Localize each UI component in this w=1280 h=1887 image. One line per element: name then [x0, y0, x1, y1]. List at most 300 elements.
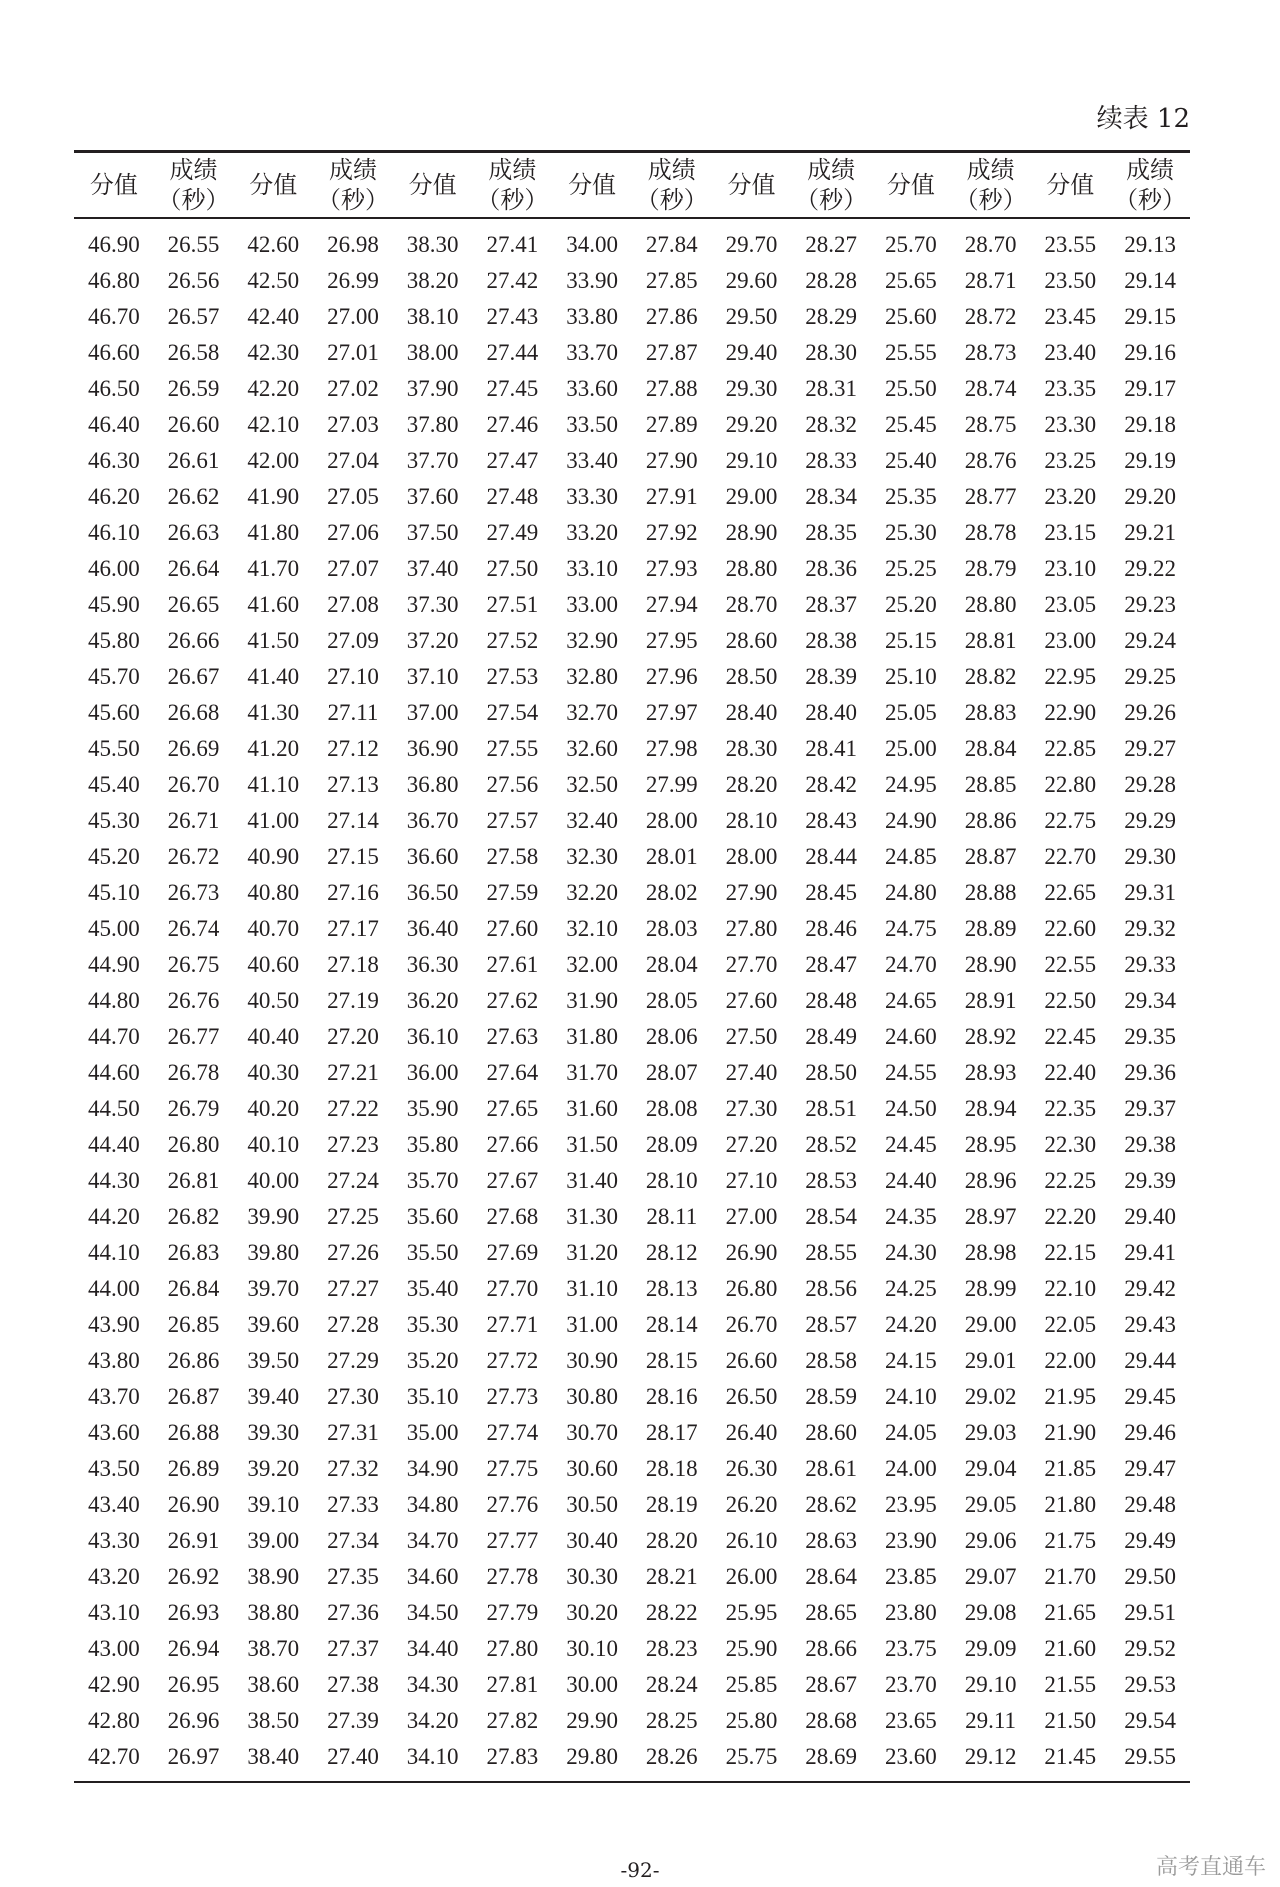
score-cell: 23.30: [1044, 412, 1097, 437]
result-cell: 27.03: [327, 412, 379, 437]
result-cell: 27.41: [486, 232, 539, 257]
score-cell: 24.40: [885, 1168, 937, 1193]
result-cell: 27.05: [327, 484, 379, 509]
score-cell: 44.70: [87, 1024, 140, 1049]
score-cell: 24.70: [885, 952, 937, 977]
result-cell: 27.83: [486, 1744, 539, 1769]
result-cell: 27.25: [327, 1204, 379, 1229]
result-cell: 29.01: [964, 1348, 1017, 1373]
result-cell: 27.10: [327, 664, 379, 689]
table-row: [74, 218, 1190, 263]
result-cell: 28.06: [645, 1024, 698, 1049]
result-cell: 28.78: [964, 520, 1017, 545]
result-cell: 27.75: [486, 1456, 539, 1481]
score-cell: 43.70: [87, 1384, 140, 1409]
score-cell: 44.10: [87, 1240, 140, 1265]
score-cell: 46.80: [87, 268, 140, 293]
result-cell: 26.94: [167, 1636, 220, 1661]
score-cell: 39.80: [247, 1240, 300, 1265]
score-cell: 21.70: [1044, 1564, 1097, 1589]
result-cell: 27.00: [327, 304, 379, 329]
score-cell: 45.30: [87, 808, 140, 833]
score-cell: 39.70: [247, 1276, 300, 1301]
result-cell: 28.79: [964, 556, 1017, 581]
result-cell: 29.53: [1124, 1672, 1176, 1697]
score-cell: 36.70: [406, 808, 459, 833]
score-cell: 44.00: [87, 1276, 140, 1301]
score-cell: 33.70: [566, 340, 618, 365]
table-row: [74, 983, 1190, 1019]
score-cell: 27.10: [725, 1168, 778, 1193]
result-cell: 27.31: [327, 1420, 379, 1445]
result-cell: 28.22: [645, 1600, 698, 1625]
score-cell: 28.70: [725, 592, 778, 617]
score-cell: 31.30: [566, 1204, 618, 1229]
score-cell: 39.40: [247, 1384, 300, 1409]
score-cell: 25.45: [885, 412, 937, 437]
score-cell: 31.60: [566, 1096, 618, 1121]
result-cell: 29.14: [1124, 268, 1176, 293]
result-cell: 28.38: [805, 628, 858, 653]
result-cell: 27.55: [486, 736, 539, 761]
result-cell: 26.85: [167, 1312, 220, 1337]
header-result-seconds: [951, 152, 1031, 219]
score-cell: 28.60: [725, 628, 778, 653]
score-cell: 32.70: [566, 700, 618, 725]
result-cell: 26.64: [167, 556, 220, 581]
result-cell: 28.60: [805, 1420, 858, 1445]
score-cell: 40.50: [247, 988, 300, 1013]
score-cell: 24.85: [885, 844, 937, 869]
result-cell: 27.13: [327, 772, 379, 797]
score-cell: 29.80: [566, 1744, 618, 1769]
score-cell: 21.75: [1044, 1528, 1097, 1553]
result-cell: 26.76: [167, 988, 220, 1013]
header-result-label: 成绩: [966, 156, 1015, 184]
result-cell: 26.84: [167, 1276, 220, 1301]
score-table: [74, 150, 1190, 1783]
result-cell: 27.61: [486, 952, 539, 977]
result-cell: 29.10: [964, 1672, 1017, 1697]
result-cell: 29.09: [964, 1636, 1017, 1661]
score-cell: 24.65: [885, 988, 937, 1013]
score-cell: 38.50: [247, 1708, 300, 1733]
result-cell: 29.30: [1124, 844, 1176, 869]
result-cell: 26.86: [167, 1348, 220, 1373]
result-cell: 28.13: [645, 1276, 698, 1301]
score-cell: 41.50: [247, 628, 300, 653]
result-cell: 28.58: [805, 1348, 858, 1373]
result-cell: 27.81: [486, 1672, 539, 1697]
result-cell: 27.19: [327, 988, 379, 1013]
header-score: 分值: [408, 171, 457, 199]
result-cell: 27.16: [327, 880, 379, 905]
score-cell: 35.30: [406, 1312, 459, 1337]
result-cell: 26.62: [167, 484, 220, 509]
score-cell: 22.70: [1044, 844, 1097, 869]
result-cell: 28.94: [964, 1096, 1017, 1121]
table-row: [74, 587, 1190, 623]
score-cell: 28.90: [725, 520, 778, 545]
result-cell: 28.26: [645, 1744, 698, 1769]
result-cell: 27.89: [645, 412, 698, 437]
score-cell: 23.40: [1044, 340, 1097, 365]
score-cell: 36.50: [406, 880, 459, 905]
score-cell: 21.80: [1044, 1492, 1097, 1517]
result-cell: 27.67: [486, 1168, 539, 1193]
score-cell: 41.90: [247, 484, 300, 509]
score-cell: 37.50: [406, 520, 459, 545]
result-cell: 27.09: [327, 628, 379, 653]
result-cell: 27.94: [645, 592, 698, 617]
result-cell: 27.27: [327, 1276, 379, 1301]
score-cell: 43.60: [87, 1420, 140, 1445]
result-cell: 29.46: [1124, 1420, 1176, 1445]
result-cell: 27.98: [645, 736, 698, 761]
score-cell: 25.55: [885, 340, 937, 365]
result-cell: 26.57: [167, 304, 220, 329]
result-cell: 28.47: [805, 952, 858, 977]
table-row: [74, 1343, 1190, 1379]
score-cell: 27.20: [725, 1132, 778, 1157]
result-cell: 29.42: [1124, 1276, 1176, 1301]
result-cell: 28.04: [645, 952, 698, 977]
result-cell: 28.17: [645, 1420, 698, 1445]
score-cell: 22.75: [1044, 808, 1097, 833]
result-cell: 27.34: [327, 1528, 379, 1553]
result-cell: 27.44: [486, 340, 539, 365]
score-cell: 45.20: [87, 844, 140, 869]
score-cell: 29.60: [725, 268, 778, 293]
score-cell: 30.00: [566, 1672, 618, 1697]
result-cell: 28.80: [964, 592, 1017, 617]
result-cell: 26.98: [327, 232, 379, 257]
table-row: [74, 1451, 1190, 1487]
score-cell: 45.90: [87, 592, 140, 617]
result-cell: 29.45: [1124, 1384, 1176, 1409]
score-cell: 25.00: [885, 736, 937, 761]
score-cell: 26.10: [725, 1528, 778, 1553]
result-cell: 29.17: [1124, 376, 1176, 401]
result-cell: 27.01: [327, 340, 379, 365]
score-cell: 24.25: [885, 1276, 937, 1301]
score-cell: 31.70: [566, 1060, 618, 1085]
header-score: 分值: [886, 171, 935, 199]
score-cell: 25.10: [885, 664, 937, 689]
score-cell: 21.95: [1044, 1384, 1097, 1409]
result-cell: 28.46: [805, 916, 858, 941]
result-cell: 29.33: [1124, 952, 1176, 977]
score-cell: 22.15: [1044, 1240, 1097, 1265]
result-cell: 28.23: [645, 1636, 698, 1661]
result-cell: 27.51: [486, 592, 539, 617]
result-cell: 29.15: [1124, 304, 1176, 329]
result-cell: 29.04: [964, 1456, 1017, 1481]
result-cell: 26.61: [167, 448, 220, 473]
result-cell: 28.42: [805, 772, 858, 797]
result-cell: 26.73: [167, 880, 220, 905]
result-cell: 29.43: [1124, 1312, 1176, 1337]
result-cell: 28.25: [645, 1708, 698, 1733]
score-cell: 34.60: [406, 1564, 459, 1589]
score-cell: 40.60: [247, 952, 300, 977]
score-cell: 25.25: [885, 556, 937, 581]
table-continuation-title: 续表 12: [1096, 104, 1190, 134]
score-cell: 35.40: [406, 1276, 459, 1301]
result-cell: 28.28: [805, 268, 858, 293]
result-cell: 28.76: [964, 448, 1017, 473]
result-cell: 28.31: [805, 376, 858, 401]
score-cell: 38.30: [406, 232, 459, 257]
result-cell: 27.06: [327, 520, 379, 545]
result-cell: 27.65: [486, 1096, 539, 1121]
score-cell: 36.80: [406, 772, 459, 797]
score-cell: 33.20: [566, 520, 618, 545]
result-cell: 29.02: [964, 1384, 1017, 1409]
table-row: [74, 479, 1190, 515]
result-cell: 28.00: [645, 808, 698, 833]
score-cell: 23.55: [1044, 232, 1097, 257]
result-cell: 28.92: [964, 1024, 1017, 1049]
result-cell: 26.80: [167, 1132, 220, 1157]
score-cell: 26.90: [725, 1240, 778, 1265]
result-cell: 26.70: [167, 772, 220, 797]
score-cell: 38.60: [247, 1672, 300, 1697]
result-cell: 28.65: [805, 1600, 858, 1625]
table-row: [74, 1379, 1190, 1415]
table-row: [74, 695, 1190, 731]
result-cell: 28.48: [805, 988, 858, 1013]
header-result-seconds: [313, 152, 393, 219]
result-cell: 29.36: [1124, 1060, 1176, 1085]
score-cell: 46.70: [87, 304, 140, 329]
score-cell: 37.10: [406, 664, 459, 689]
score-cell: 36.90: [406, 736, 459, 761]
result-cell: 29.47: [1124, 1456, 1176, 1481]
score-cell: 36.40: [406, 916, 459, 941]
score-cell: 21.60: [1044, 1636, 1097, 1661]
score-cell: 24.15: [885, 1348, 937, 1373]
table-row: [74, 1559, 1190, 1595]
score-cell: 45.40: [87, 772, 140, 797]
result-cell: 28.73: [964, 340, 1017, 365]
score-cell: 28.40: [725, 700, 778, 725]
score-cell: 32.20: [566, 880, 618, 905]
score-cell: 37.00: [406, 700, 459, 725]
result-cell: 28.44: [805, 844, 858, 869]
result-cell: 28.84: [964, 736, 1017, 761]
score-cell: 23.95: [885, 1492, 937, 1517]
score-cell: 25.80: [725, 1708, 778, 1733]
result-cell: 29.44: [1124, 1348, 1176, 1373]
score-cell: 25.35: [885, 484, 937, 509]
result-cell: 27.80: [486, 1636, 539, 1661]
result-cell: 27.11: [327, 700, 379, 725]
result-cell: 28.99: [964, 1276, 1017, 1301]
result-cell: 27.76: [486, 1492, 539, 1517]
result-cell: 26.96: [167, 1708, 220, 1733]
result-cell: 27.14: [327, 808, 379, 833]
result-cell: 26.71: [167, 808, 220, 833]
score-cell: 23.10: [1044, 556, 1097, 581]
result-cell: 29.49: [1124, 1528, 1176, 1553]
result-cell: 28.05: [645, 988, 698, 1013]
score-cell: 27.40: [725, 1060, 778, 1085]
score-cell: 23.85: [885, 1564, 937, 1589]
score-cell: 28.00: [725, 844, 778, 869]
result-cell: 26.65: [167, 592, 220, 617]
result-cell: 27.90: [645, 448, 698, 473]
table-row: [74, 1307, 1190, 1343]
score-cell: 22.30: [1044, 1132, 1097, 1157]
score-cell: 26.50: [725, 1384, 778, 1409]
header-unit-label: （秒）: [1114, 186, 1187, 214]
result-cell: 28.39: [805, 664, 858, 689]
score-cell: 26.70: [725, 1312, 778, 1337]
result-cell: 27.46: [486, 412, 539, 437]
result-cell: 28.07: [645, 1060, 698, 1085]
table-row: [74, 1739, 1190, 1782]
result-cell: 27.56: [486, 772, 539, 797]
score-cell: 38.00: [406, 340, 459, 365]
result-cell: 27.36: [327, 1600, 379, 1625]
result-cell: 27.33: [327, 1492, 379, 1517]
score-cell: 42.40: [247, 304, 300, 329]
score-cell: 23.80: [885, 1600, 937, 1625]
table-row: [74, 623, 1190, 659]
header-score: 分值: [249, 171, 298, 199]
score-cell: 37.80: [406, 412, 459, 437]
result-cell: 28.97: [964, 1204, 1017, 1229]
score-cell: 36.20: [406, 988, 459, 1013]
result-cell: 28.74: [964, 376, 1017, 401]
score-cell: 21.90: [1044, 1420, 1097, 1445]
score-cell: 43.80: [87, 1348, 140, 1373]
result-cell: 26.58: [167, 340, 220, 365]
result-cell: 26.87: [167, 1384, 220, 1409]
score-cell: 41.30: [247, 700, 300, 725]
score-cell: 23.15: [1044, 520, 1097, 545]
result-cell: 28.56: [805, 1276, 858, 1301]
score-cell: 25.90: [725, 1636, 778, 1661]
result-cell: 28.49: [805, 1024, 858, 1049]
score-cell: 42.30: [247, 340, 300, 365]
result-cell: 26.92: [167, 1564, 220, 1589]
score-cell: 30.70: [566, 1420, 618, 1445]
score-cell: 22.65: [1044, 880, 1097, 905]
table-row: [74, 335, 1190, 371]
result-cell: 28.24: [645, 1672, 698, 1697]
result-cell: 28.51: [805, 1096, 858, 1121]
result-cell: 27.95: [645, 628, 698, 653]
score-cell: 35.70: [406, 1168, 459, 1193]
score-cell: 23.90: [885, 1528, 937, 1553]
result-cell: 26.79: [167, 1096, 220, 1121]
score-cell: 34.30: [406, 1672, 459, 1697]
score-cell: 24.95: [885, 772, 937, 797]
score-cell: 40.10: [247, 1132, 300, 1157]
result-cell: 29.50: [1124, 1564, 1176, 1589]
result-cell: 27.66: [486, 1132, 539, 1157]
result-cell: 27.78: [486, 1564, 539, 1589]
header-result-seconds: [791, 152, 871, 219]
score-cell: 34.00: [566, 232, 618, 257]
result-cell: 26.63: [167, 520, 220, 545]
score-cell: 32.60: [566, 736, 618, 761]
result-cell: 27.20: [327, 1024, 379, 1049]
result-cell: 28.77: [964, 484, 1017, 509]
score-cell: 46.20: [87, 484, 140, 509]
result-cell: 28.98: [964, 1240, 1017, 1265]
score-cell: 39.30: [247, 1420, 300, 1445]
score-cell: 43.20: [87, 1564, 140, 1589]
score-cell: 40.30: [247, 1060, 300, 1085]
result-cell: 27.57: [486, 808, 539, 833]
result-cell: 27.82: [486, 1708, 539, 1733]
result-cell: 26.83: [167, 1240, 220, 1265]
result-cell: 27.42: [486, 268, 539, 293]
result-cell: 26.93: [167, 1600, 220, 1625]
result-cell: 29.54: [1124, 1708, 1176, 1733]
score-cell: 28.50: [725, 664, 778, 689]
result-cell: 29.05: [964, 1492, 1017, 1517]
score-cell: 22.50: [1044, 988, 1097, 1013]
score-cell: 25.20: [885, 592, 937, 617]
score-cell: 34.90: [406, 1456, 459, 1481]
score-cell: 23.00: [1044, 628, 1097, 653]
score-cell: 27.70: [725, 952, 778, 977]
score-cell: 26.80: [725, 1276, 778, 1301]
score-cell: 25.60: [885, 304, 937, 329]
score-cell: 44.90: [87, 952, 140, 977]
score-cell: 45.60: [87, 700, 140, 725]
result-cell: 27.72: [486, 1348, 539, 1373]
score-cell: 44.40: [87, 1132, 140, 1157]
score-cell: 25.30: [885, 520, 937, 545]
result-cell: 27.12: [327, 736, 379, 761]
watermark: 高考直通车: [1155, 1855, 1266, 1880]
table-row: [74, 515, 1190, 551]
score-cell: 30.80: [566, 1384, 618, 1409]
score-cell: 33.40: [566, 448, 618, 473]
score-cell: 35.00: [406, 1420, 459, 1445]
result-cell: 29.06: [964, 1528, 1017, 1553]
result-cell: 27.64: [486, 1060, 539, 1085]
score-cell: 43.40: [87, 1492, 140, 1517]
table-body: [74, 218, 1190, 1782]
score-cell: 35.60: [406, 1204, 459, 1229]
header-result-seconds: [473, 152, 553, 219]
score-cell: 30.90: [566, 1348, 618, 1373]
result-cell: 27.24: [327, 1168, 379, 1193]
result-cell: 29.26: [1124, 700, 1176, 725]
result-cell: 29.20: [1124, 484, 1176, 509]
score-cell: 38.70: [247, 1636, 300, 1661]
result-cell: 27.08: [327, 592, 379, 617]
page-number: -92-: [620, 1858, 660, 1882]
score-cell: 44.20: [87, 1204, 140, 1229]
result-cell: 26.56: [167, 268, 220, 293]
result-cell: 27.62: [486, 988, 539, 1013]
result-cell: 26.99: [327, 268, 379, 293]
score-cell: 39.90: [247, 1204, 300, 1229]
score-cell: 32.30: [566, 844, 618, 869]
result-cell: 28.86: [964, 808, 1017, 833]
result-cell: 28.95: [964, 1132, 1017, 1157]
score-cell: 46.90: [87, 232, 140, 257]
result-cell: 27.22: [327, 1096, 379, 1121]
score-cell: 36.30: [406, 952, 459, 977]
